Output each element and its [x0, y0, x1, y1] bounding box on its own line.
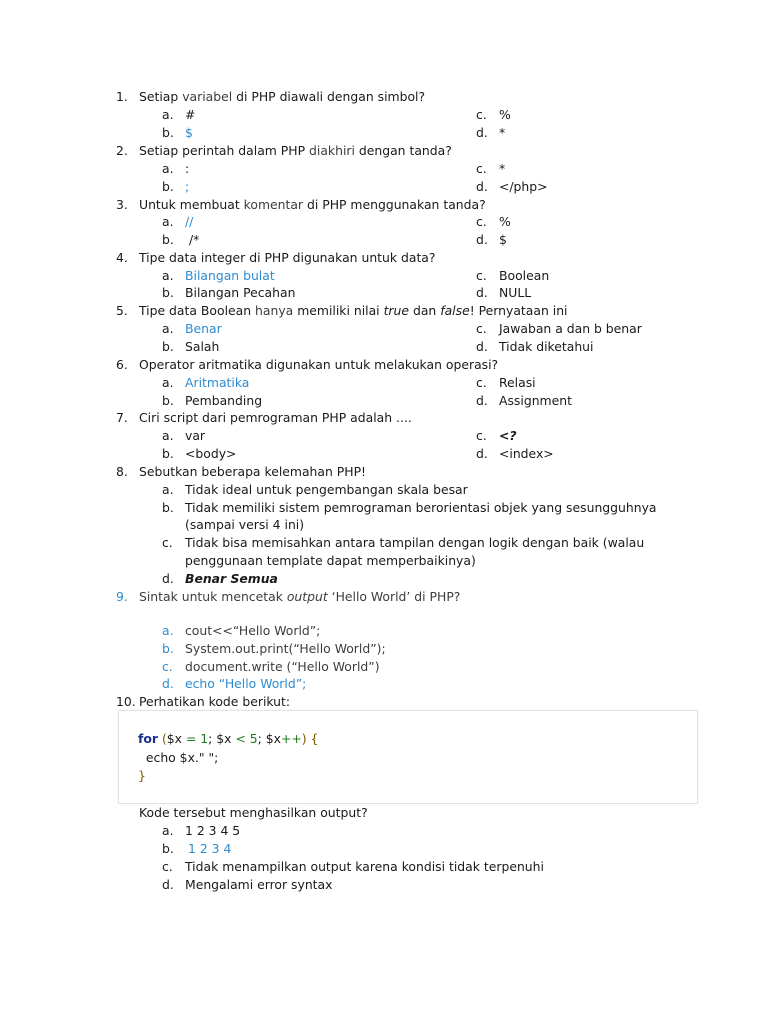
option-4c: c. Boolean — [476, 268, 550, 283]
option-9b: b. System.out.print(“Hello World”); — [162, 641, 386, 656]
question-9: 9. Sintak untuk mencetak output ‘Hello World’ di PHP? — [116, 589, 461, 604]
option-2d: d. </php> — [476, 179, 548, 194]
option-9c: c. document.write (“Hello World”) — [162, 659, 380, 674]
question-number: 1. — [116, 89, 128, 104]
option-7c: c. <? — [476, 428, 517, 443]
option-1b: b. $ — [162, 125, 193, 140]
question-1: 1. Setiap variabel di PHP diawali dengan simbol? — [116, 89, 426, 104]
option-3a: a. // — [162, 214, 194, 229]
option-6c: c. Relasi — [476, 375, 536, 390]
option-7d: d. <index> — [476, 446, 554, 461]
question-6: 6. Operator aritmatika digunakan untuk melakukan operasi? — [116, 357, 499, 372]
code-line-3: } — [138, 768, 146, 783]
question-10: 10. Perhatikan kode berikut: — [116, 694, 291, 709]
question-5: 5. Tipe data Boolean hanya memiliki nilai true dan false! Pernyataan ini — [116, 303, 568, 318]
option-3b: b. /* — [162, 232, 200, 247]
question-10-followup: Kode tersebut menghasilkan output? — [139, 805, 368, 820]
option-7b: b. <body> — [162, 446, 237, 461]
option-10a: a. 1 2 3 4 5 — [162, 823, 241, 838]
option-8b: b. Tidak memiliki sistem pemrograman berorientasi objek yang sesungguhnya — [162, 500, 657, 515]
option-6a: a. Aritmatika — [162, 375, 250, 390]
option-8b-cont: (sampai versi 4 ini) — [185, 517, 305, 532]
option-8a: a. Tidak ideal untuk pengembangan skala besar — [162, 482, 468, 497]
option-1a: a. # — [162, 107, 196, 122]
code-line-2: echo $x." "; — [138, 750, 219, 765]
question-7: 7. Ciri script dari pemrograman PHP adalah .... — [116, 410, 412, 425]
option-3c: c. % — [476, 214, 511, 229]
option-5a: a. Benar — [162, 321, 222, 336]
code-line-1: for ($x = 1; $x < 5; $x++) { — [138, 731, 319, 746]
option-7a: a. var — [162, 428, 206, 443]
option-9d: d. echo “Hello World”; — [162, 676, 307, 691]
option-10c: c. Tidak menampilkan output karena kondisi tidak terpenuhi — [162, 859, 544, 874]
option-3d: d. $ — [476, 232, 507, 247]
option-8d: d. Benar Semua — [162, 571, 278, 586]
option-5c: c. Jawaban a dan b benar — [476, 321, 642, 336]
option-10b: b. 1 2 3 4 — [162, 841, 232, 856]
option-10d: d. Mengalami error syntax — [162, 877, 333, 892]
option-6b: b. Pembanding — [162, 393, 263, 408]
option-8c: c. Tidak bisa memisahkan antara tampilan dengan logik dengan baik (walau — [162, 535, 645, 550]
option-4d: d. NULL — [476, 285, 532, 300]
question-4: 4. Tipe data integer di PHP digunakan untuk data? — [116, 250, 436, 265]
option-2c: c. * — [476, 161, 506, 176]
question-8: 8. Sebutkan beberapa kelemahan PHP! — [116, 464, 367, 479]
option-2b: b. ; — [162, 179, 190, 194]
option-1c: c. % — [476, 107, 511, 122]
option-1d: d. * — [476, 125, 506, 140]
option-2a: a. : — [162, 161, 190, 176]
option-9a: a. cout<<“Hello World”; — [162, 623, 321, 638]
option-5d: d. Tidak diketahui — [476, 339, 594, 354]
question-3: 3. Untuk membuat komentar di PHP menggunakan tanda? — [116, 197, 486, 212]
option-4a: a. Bilangan bulat — [162, 268, 275, 283]
option-5b: b. Salah — [162, 339, 220, 354]
option-4b: b. Bilangan Pecahan — [162, 285, 296, 300]
question-2: 2. Setiap perintah dalam PHP diakhiri dengan tanda? — [116, 143, 452, 158]
option-6d: d. Assignment — [476, 393, 572, 408]
option-8c-cont: penggunaan template dapat memperbaikinya) — [185, 553, 476, 568]
